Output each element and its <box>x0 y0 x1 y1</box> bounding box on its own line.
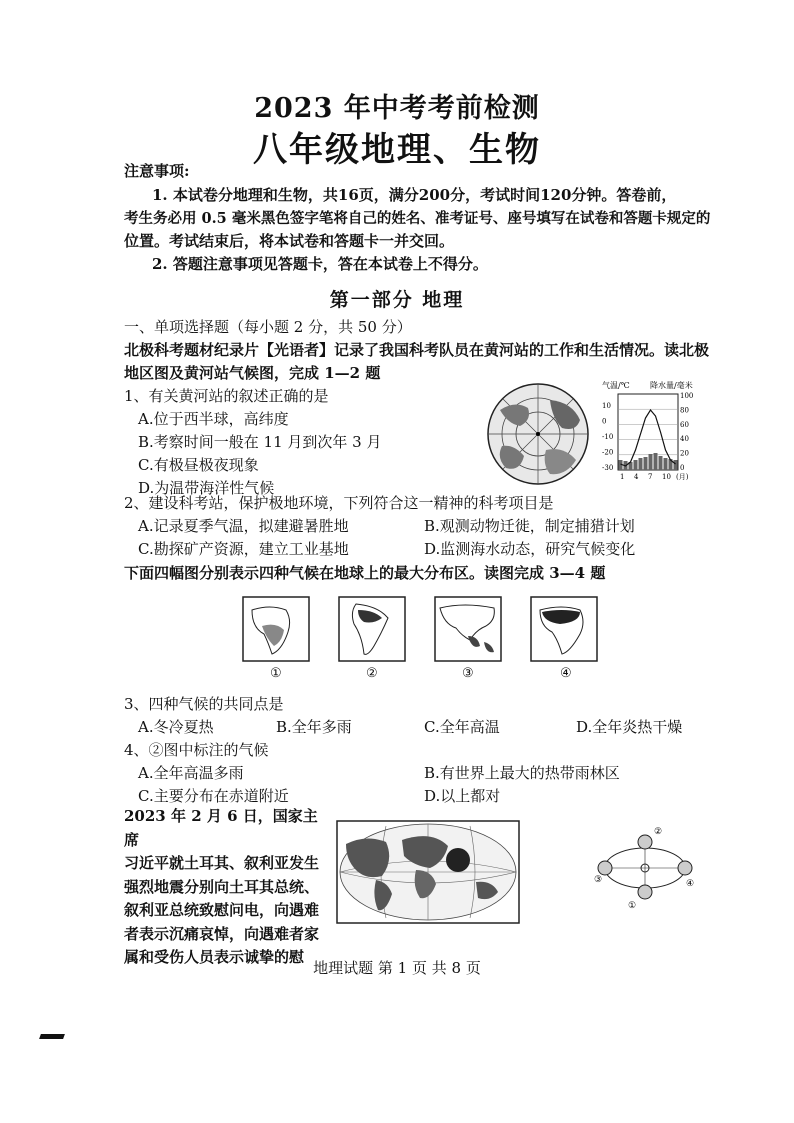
climate-precip-bar <box>644 457 648 470</box>
notice-item1-line1: 1. 本试卷分地理和生物，共16页，满分200分，考试时间120分钟。答卷前， <box>152 186 677 204</box>
climate-right-tick: 100 <box>680 392 694 400</box>
page-footer: 地理试题 第 1 页 共 8 页 <box>313 959 481 977</box>
q3-option-b: B.全年多雨 <box>276 718 352 736</box>
climate-left-tick: 10 <box>602 402 611 410</box>
news-line-3: 强烈地震分别向土耳其总统、 <box>124 877 320 896</box>
earth-orbit-diagram <box>592 822 698 912</box>
map-label-2: ② <box>366 666 378 681</box>
q2-stem: 2、建设科考站，保护极地环境，下列符合这一精神的科考项目是 <box>124 494 554 512</box>
news-paragraph <box>124 805 324 970</box>
q4-option-a: A.全年高温多雨 <box>138 764 244 782</box>
map-label-3: ③ <box>462 666 474 681</box>
climate-right-tick: 20 <box>680 449 689 458</box>
q2-option-b: B.观测动物迁徙，制定捕猎计划 <box>424 517 635 535</box>
climate-precip-bar <box>649 454 653 470</box>
climate-precip-bar <box>659 456 663 470</box>
climate-x-tick: (月) <box>676 473 689 481</box>
map-label-4: ④ <box>560 666 572 681</box>
climate-precip-bar <box>664 458 668 470</box>
orbit-label-right: ④ <box>686 879 695 889</box>
news-line-5: 者表示沉痛哀悼，向遇难者家 <box>124 924 320 943</box>
climate-precip-bar <box>674 460 678 470</box>
intro-line1: 北极科考题材纪录片【光语者】记录了我国科考队员在黄河站的工作和生活情况。读北极 <box>124 341 710 359</box>
news-line-1: 2023 年 2 月 6 日，国家主席 <box>124 807 318 849</box>
climate-left-tick: 0 <box>602 417 607 426</box>
notice-item2: 2. 答题注意事项见答题卡，答在本试卷上不得分。 <box>152 255 488 273</box>
section-heading: 一、单项选择题（每小题 2 分，共 50 分） <box>124 318 412 336</box>
climate-x-tick: 1 <box>620 473 625 481</box>
q3-option-d: D.全年炎热干燥 <box>576 718 683 736</box>
climate-x-tick: 4 <box>634 473 639 481</box>
news-line-2: 习近平就土耳其、叙利亚发生 <box>124 854 320 872</box>
climate-map-2 <box>338 596 406 662</box>
notice-item1-line3: 位置。考试结束后，将本试卷和答题卡一并交回。 <box>124 232 455 250</box>
q1-option-c: C.有极昼极夜现象 <box>138 456 259 474</box>
climate-chart <box>600 378 696 486</box>
climate-right-tick: 40 <box>680 435 689 444</box>
exam-subtitle: 八年级地理、生物 <box>253 130 541 170</box>
q1-option-b: B.考察时间一般在 11 月到次年 3 月 <box>138 433 382 451</box>
arctic-polar-map <box>480 380 596 488</box>
world-map <box>336 820 520 924</box>
q3-option-a: A.冬冷夏热 <box>138 718 214 736</box>
q2-option-c: C.勘探矿产资源，建立工业基地 <box>138 540 349 558</box>
q4-option-b: B.有世界上最大的热带雨林区 <box>424 764 620 782</box>
climate-precip-bar <box>654 453 658 470</box>
climate-ylabel-right: 降水量/毫米 <box>650 381 693 390</box>
q4-option-c: C.主要分布在赤道附近 <box>138 787 289 805</box>
map-label-1: ① <box>270 666 282 681</box>
news-line-6: 属和受伤人员表示诚挚的慰 <box>124 948 305 966</box>
climate-left-tick: -10 <box>602 433 614 441</box>
climate-right-tick: 80 <box>680 406 689 415</box>
climate-ylabel-left: 气温/℃ <box>602 381 630 390</box>
climate-right-tick: 0 <box>680 464 685 472</box>
q4-option-d: D.以上都对 <box>424 787 501 805</box>
notice-item1-line2: 考生务必用 0.5 毫米黑色签字笔将自己的姓名、准考证号、座号填写在试卷和答题卡规定的 <box>124 210 711 227</box>
part-heading: 第一部分 地理 <box>329 289 465 311</box>
climate-right-tick: 60 <box>680 420 689 429</box>
climate-x-tick: 7 <box>648 473 653 481</box>
climate-left-tick: -30 <box>602 464 614 472</box>
q2-option-a: A.记录夏季气温，拟建避暑胜地 <box>138 517 349 535</box>
exam-title: 2023 年中考考前检测 <box>254 93 540 124</box>
scan-mark <box>39 1034 65 1039</box>
q3-stem: 3、四种气候的共同点是 <box>124 695 284 713</box>
climate-map-3 <box>434 596 502 662</box>
intro-q3-4: 下面四幅图分别表示四种气候在地球上的最大分布区。读图完成 3—4 题 <box>124 564 606 582</box>
q1-option-a: A.位于西半球，高纬度 <box>138 410 289 428</box>
climate-precip-bar <box>634 460 638 470</box>
news-line-4: 叙利亚总统致慰问电，向遇难 <box>124 901 320 919</box>
orbit-label-bottom: ① <box>628 901 637 911</box>
climate-map-1 <box>242 596 310 662</box>
notice-heading: 注意事项: <box>124 162 190 180</box>
climate-map-4 <box>530 596 598 662</box>
climate-x-tick: 10 <box>662 473 671 481</box>
intro-line2: 地区图及黄河站气候图，完成 1—2 题 <box>124 364 381 382</box>
q4-stem: 4、②图中标注的气候 <box>124 741 269 759</box>
climate-precip-bar <box>639 458 643 470</box>
orbit-label-top: ② <box>654 827 663 837</box>
q1-stem: 1、有关黄河站的叙述正确的是 <box>124 387 329 405</box>
q3-option-c: C.全年高温 <box>424 718 500 736</box>
climate-left-tick: -20 <box>602 448 614 457</box>
q1-option-d: D.为温带海洋性气候 <box>138 479 275 497</box>
q2-option-d: D.监测海水动态，研究气候变化 <box>424 540 636 558</box>
orbit-label-left: ③ <box>594 875 603 885</box>
